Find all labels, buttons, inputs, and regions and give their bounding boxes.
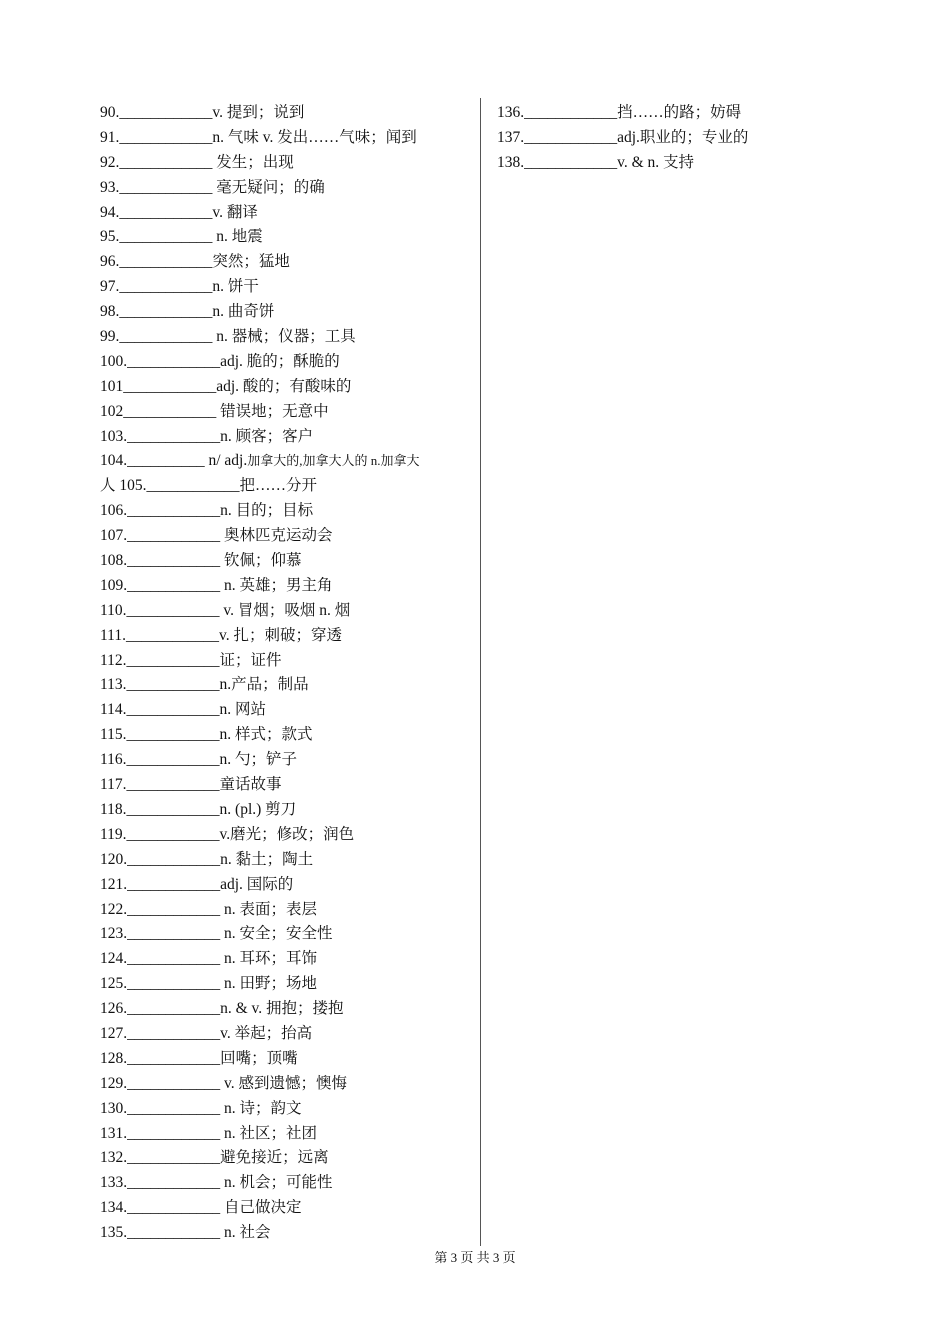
list-item: 123.____________ n. 安全；安全性 bbox=[100, 925, 333, 943]
list-item: 90.____________v. 提到；说到 bbox=[100, 104, 305, 121]
list-item: 92.____________ 发生；出现 bbox=[100, 153, 294, 171]
list-item: 110.____________ v. 冒烟；吸烟 n. 烟 bbox=[100, 601, 351, 619]
list-item: 96.____________突然；猛地 bbox=[100, 253, 290, 271]
list-item: 135.____________ n. 社会 bbox=[100, 1224, 271, 1242]
list-item: 106.____________n. 目的；目标 bbox=[100, 502, 314, 520]
list-item: 121.____________adj. 国际的 bbox=[100, 875, 294, 893]
list-item: 107.____________ 奥林匹克运动会 bbox=[100, 527, 333, 545]
list-item: 132.____________避免接近；远离 bbox=[100, 1149, 329, 1167]
left-column bbox=[100, 101, 470, 1246]
list-item: 115.____________n. 样式；款式 bbox=[100, 726, 313, 744]
list-item: 125.____________ n. 田野；场地 bbox=[100, 975, 318, 993]
list-item: 97.____________n. 饼干 bbox=[100, 278, 259, 296]
list-item-104-continuation: 人 105.____________把……分开 bbox=[100, 477, 318, 495]
list-item: 111.____________v. 扎；刺破；穿透 bbox=[100, 626, 342, 644]
list-item: 91.____________n. 气味 v. 发出……气味；闻到 bbox=[100, 128, 417, 146]
list-item: 133.____________ n. 机会；可能性 bbox=[100, 1174, 333, 1192]
list-item: 99.____________ n. 器械；仪器；工具 bbox=[100, 328, 356, 346]
list-item: 129.____________ v. 感到遗憾；懊悔 bbox=[100, 1074, 347, 1092]
list-item: 136.____________挡……的路；妨碍 bbox=[497, 104, 742, 121]
list-item: 120.____________n. 黏土；陶土 bbox=[100, 850, 314, 868]
right-column bbox=[497, 101, 827, 176]
list-item-104 bbox=[100, 449, 470, 474]
list-item: 113.____________n.产品；制品 bbox=[100, 676, 309, 694]
list-item: 103.____________n. 顾客；客户 bbox=[100, 427, 314, 445]
column-divider bbox=[480, 98, 481, 1246]
list-item: 116.____________n. 勺；铲子 bbox=[100, 751, 298, 769]
list-item: 127.____________v. 举起；抬高 bbox=[100, 1024, 313, 1042]
list-item: 134.____________ 自己做决定 bbox=[100, 1199, 302, 1217]
list-item: 102____________ 错误地；无意中 bbox=[100, 402, 329, 420]
list-item: 126.____________n. & v. 拥抱；搂抱 bbox=[100, 1000, 344, 1018]
item-104-small-text: 加拿大的,加拿大人的 n.加拿大 bbox=[247, 453, 420, 469]
list-item: 119.____________v.磨光；修改；润色 bbox=[100, 825, 355, 843]
list-item: 118.____________n. (pl.) 剪刀 bbox=[100, 800, 297, 818]
list-item: 138.____________v. & n. 支持 bbox=[497, 153, 695, 171]
list-item: 95.____________ n. 地震 bbox=[100, 228, 263, 246]
list-item: 112.____________证；证件 bbox=[100, 651, 282, 669]
list-item: 131.____________ n. 社区；社团 bbox=[100, 1124, 318, 1142]
list-item: 122.____________ n. 表面；表层 bbox=[100, 900, 318, 918]
list-item: 94.____________v. 翻译 bbox=[100, 203, 258, 221]
list-item: 93.____________ 毫无疑问；的确 bbox=[100, 178, 325, 196]
list-item: 114.____________n. 网站 bbox=[100, 701, 267, 719]
list-item: 100.____________adj. 脆的；酥脆的 bbox=[100, 352, 340, 370]
list-item: 130.____________ n. 诗；韵文 bbox=[100, 1099, 302, 1117]
list-item: 117.____________童话故事 bbox=[100, 776, 282, 794]
list-item: 124.____________ n. 耳环；耳饰 bbox=[100, 950, 318, 968]
list-item: 109.____________ n. 英雄；男主角 bbox=[100, 576, 333, 594]
list-item: 128.____________回嘴；顶嘴 bbox=[100, 1049, 298, 1067]
item-104-prefix: 104.__________ n/ adj. bbox=[100, 452, 248, 470]
list-item: 137.____________adj.职业的；专业的 bbox=[497, 128, 749, 146]
list-item: 101____________adj. 酸的；有酸味的 bbox=[100, 377, 352, 395]
list-item: 108.____________ 钦佩；仰慕 bbox=[100, 552, 302, 570]
list-item: 98.____________n. 曲奇饼 bbox=[100, 303, 275, 321]
page-footer: 第 3 页 共 3 页 bbox=[434, 1250, 516, 1265]
